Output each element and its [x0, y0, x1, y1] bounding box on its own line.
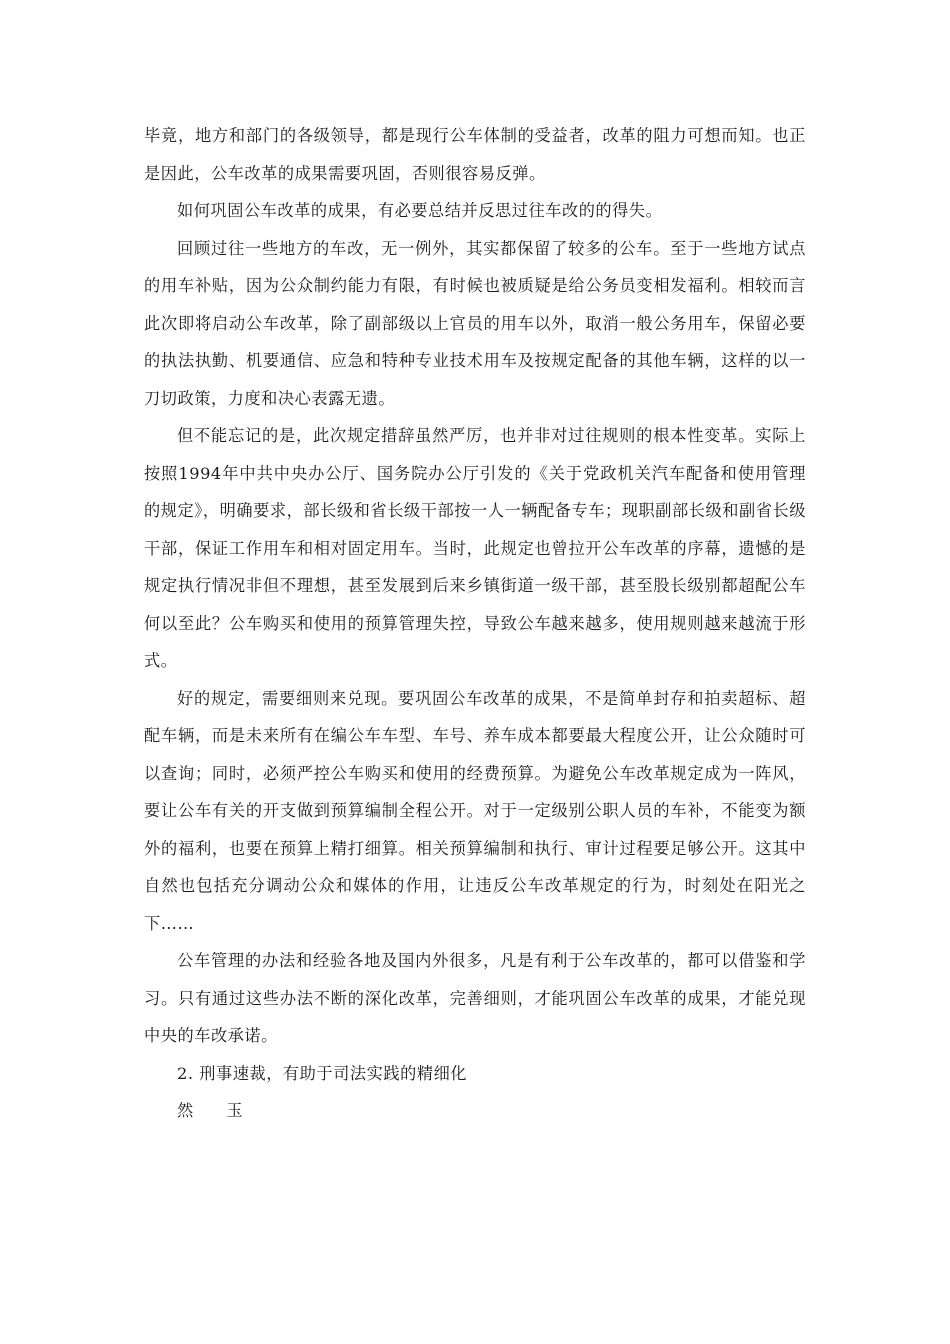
paragraph-4: 但不能忘记的是，此次规定措辞虽然严厉，也并非对过往规则的根本性变革。实际上按照1994年中共中央办公厅、国务院办公厅引发的《关于党政机关汽车配备和使用管理的规定》，明确要求，部长级和省长级干部按一人一辆配备专车；现职副部长级和副省长级干部，保证工作用车和相对固定用车。当时，此规定也曾拉开公车改革的序幕，遗憾的是规定执行情况非但不理想，甚至发展到后来乡镇街道一级干部，甚至股长级别都超配公车何以至此？公车购买和使用的预算管理失控，导致公车越来越多，使用规则越来越流于形式。: [144, 426, 806, 670]
document-body: [144, 117, 806, 1130]
author-byline: 然 玉: [177, 1101, 257, 1120]
paragraph-5: 好的规定，需要细则来兑现。要巩固公车改革的成果，不是简单封存和拍卖超标、超配车辆，而是未来所有在编公车车型、车号、养车成本都要最大程度公开，让公众随时可以查询；同时，必须严控公车购买和使用的经费预算。为避免公车改革规定成为一阵风，要让公车有关的开支做到预算编制全程公开。对于一定级别公职人员的车补，不能变为额外的福利，也要在预算上精打细算。相关预算编制和执行、审计过程要足够公开。这其中自然也包括充分调动公众和媒体的作用，让违反公车改革规定的行为，时刻处在阳光之下……: [144, 688, 806, 933]
paragraph-1: 毕竟，地方和部门的各级领导，都是现行公车体制的受益者，改革的阻力可想而知。也正是因此，公车改革的成果需要巩固，否则很容易反弹。: [144, 126, 806, 183]
section-heading: 2. 刑事速裁，有助于司法实践的精细化: [177, 1063, 468, 1083]
paragraph-6: 公车管理的办法和经验各地及国内外很多，凡是有利于公车改革的，都可以借鉴和学习。只有通过这些办法不断的深化改革，完善细则，才能巩固公车改革的成果，才能兑现中央的车改承诺。: [144, 951, 806, 1045]
paragraph-2: 如何巩固公车改革的成果，有必要总结并反思过往车改的的得失。: [177, 201, 663, 220]
paragraph-3: 回顾过往一些地方的车改，无一例外，其实都保留了较多的公车。至于一些地方试点的用车补贴，因为公众制约能力有限，有时候也被质疑是给公务员变相发福利。相较而言此次即将启动公车改革，除了副部级以上官员的用车以外，取消一般公务用车，保留必要的执法执勤、机要通信、应急和特种专业技术用车及按规定配备的其他车辆，这样的以一刀切政策，力度和决心表露无遗。: [144, 238, 806, 408]
